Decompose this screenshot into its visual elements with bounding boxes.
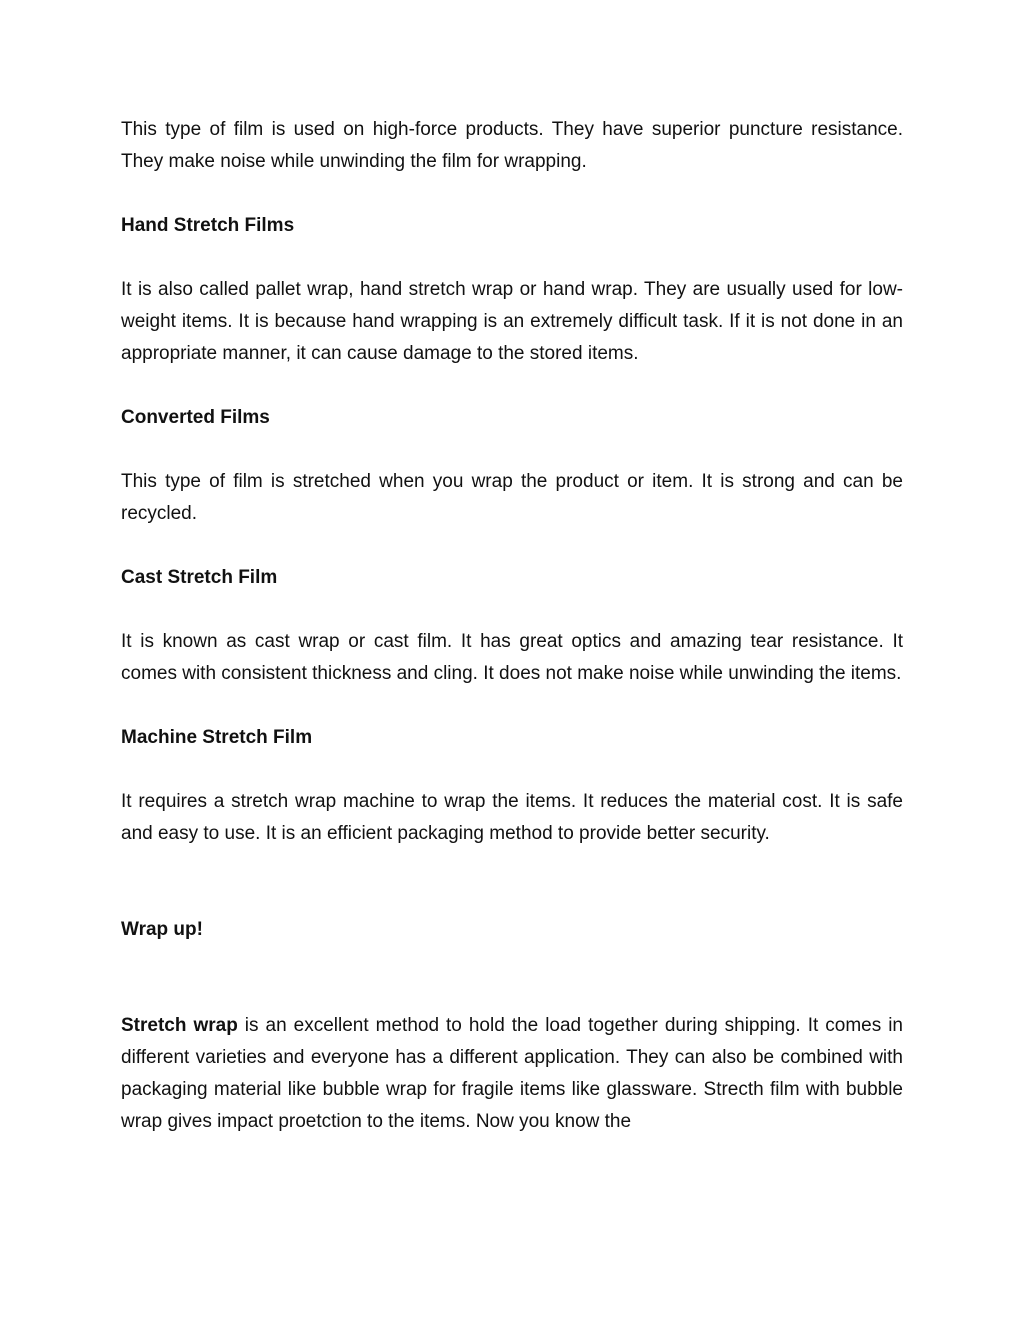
wrapup-paragraph bbox=[121, 1010, 903, 1138]
wrapup-heading: Wrap up! bbox=[121, 919, 203, 940]
section-heading-converted-films: Converted Films bbox=[121, 407, 270, 428]
spacer bbox=[121, 370, 903, 402]
spacer bbox=[121, 850, 903, 914]
spacer bbox=[121, 178, 903, 210]
spacer bbox=[121, 754, 903, 786]
spacer bbox=[121, 434, 903, 466]
section-body-hand-stretch-films: It is also called pallet wrap, hand stretch wrap or hand wrap. They are usually used for low-weight items. It is because hand wrapping is an extremely difficult task. If it is not done in an appropriate manner, it can cause damage to the stored items. bbox=[121, 279, 903, 364]
intro-paragraph: This type of film is used on high-force products. They have superior puncture resistance. They make noise while unwinding the film for wrapping. bbox=[121, 119, 903, 172]
section-body-machine-stretch-film: It requires a stretch wrap machine to wrap the items. It reduces the material cost. It is safe and easy to use. It is an efficient packaging method to provide better security. bbox=[121, 791, 903, 844]
section-heading-hand-stretch-films: Hand Stretch Films bbox=[121, 215, 295, 236]
section-heading-machine-stretch-film: Machine Stretch Film bbox=[121, 727, 313, 748]
spacer bbox=[121, 946, 903, 1010]
section-body-converted-films: This type of film is stretched when you wrap the product or item. It is strong and can be recycled. bbox=[121, 471, 903, 524]
spacer bbox=[121, 594, 903, 626]
section-body-cast-stretch-film: It is known as cast wrap or cast film. It has great optics and amazing tear resistance. It comes with consistent thickness and cling. It does not make noise while unwinding the items. bbox=[121, 631, 903, 684]
document-page bbox=[121, 114, 903, 1138]
section-heading-cast-stretch-film: Cast Stretch Film bbox=[121, 567, 278, 588]
spacer bbox=[121, 690, 903, 722]
wrapup-body: is an excellent method to hold the load together during shipping. It comes in different varieties and everyone has a different application. They can also be combined with packaging material like bubble wrap for fragile items like glassware. Strecth film with bubble wrap gives impact proetction to the items. Now you know the bbox=[121, 1015, 903, 1132]
wrapup-lead-bold: Stretch wrap bbox=[121, 1015, 238, 1036]
spacer bbox=[121, 242, 903, 274]
spacer bbox=[121, 530, 903, 562]
